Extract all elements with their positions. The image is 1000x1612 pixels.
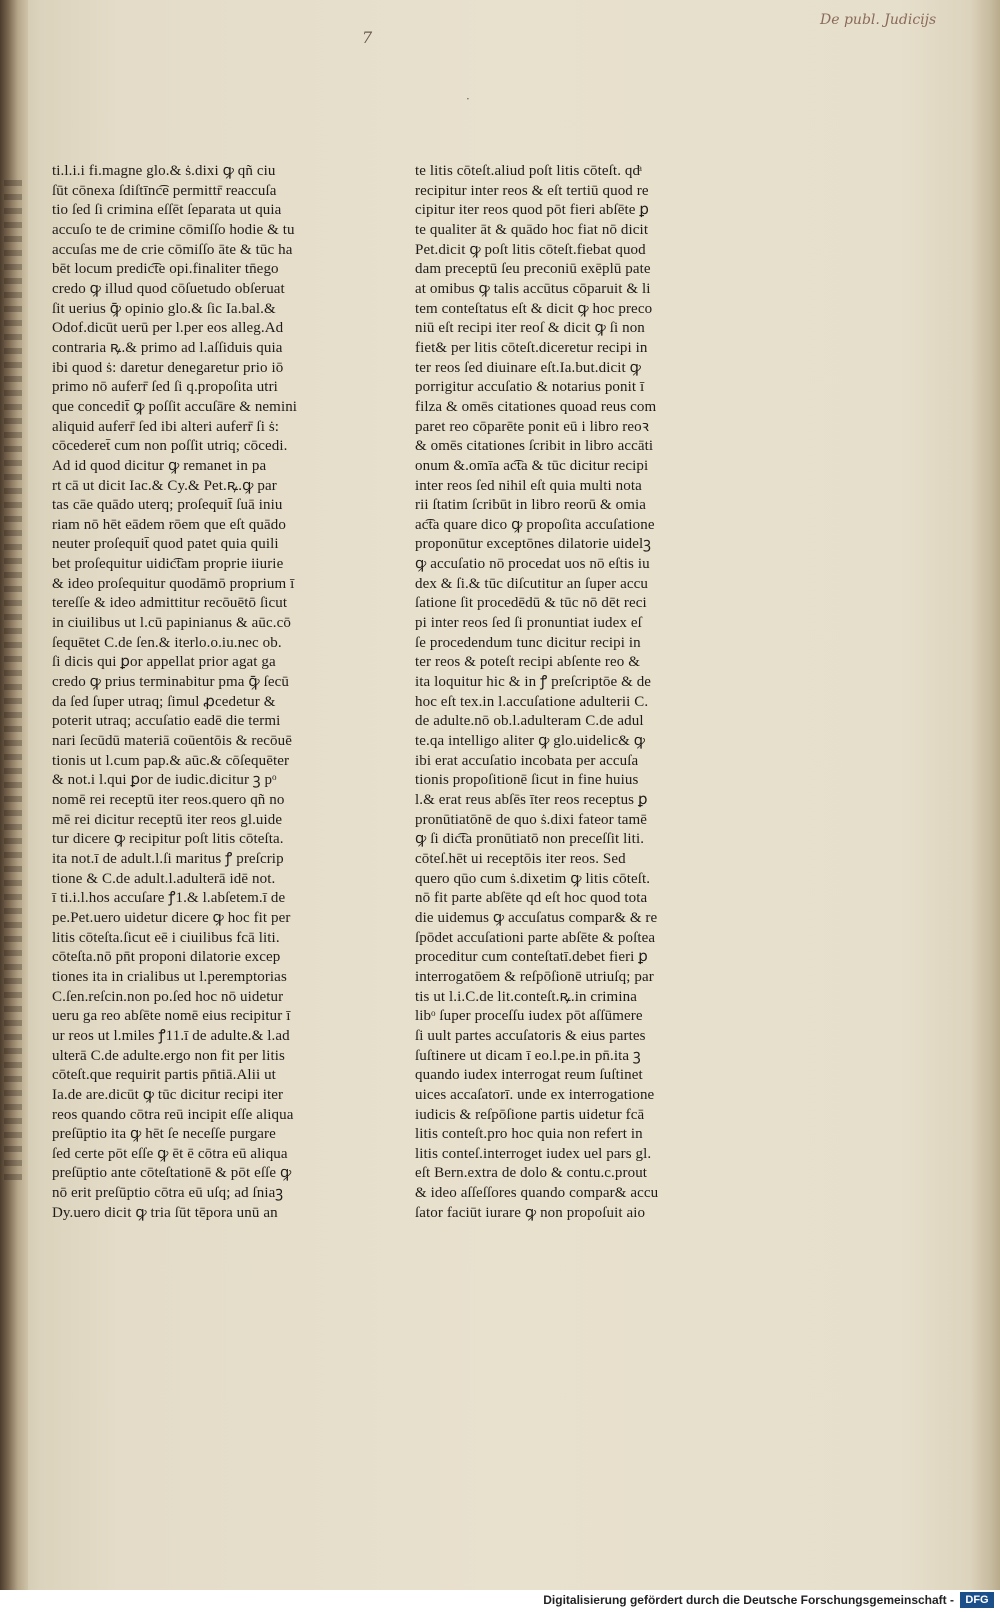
text-line: & ideo aſſeſſores quando compar& accu [415, 1185, 659, 1202]
text-line: die uidemus ꝙ accuſatus compar& & re [415, 909, 658, 926]
text-line: contraria ꝶ.& primo ad l.aſſiduis quia [52, 339, 283, 356]
text-line: que concedit̄ ꝙ poſſit accuſāre & nemini [52, 398, 298, 415]
text-line: accuſo te de crimine cōmiſſo hodie & tu [52, 221, 295, 238]
text-line: ita loquitur hic & in ꝭ preſcriptōe & de [415, 674, 652, 691]
text-line: ſequētet C.de ſen.& iterlo.o.iu.nec ob. [52, 634, 282, 651]
text-line: & omēs citationes ſcribit in libro accāti [415, 438, 654, 455]
footer-bar [0, 1590, 1000, 1612]
text-line: filza & omēs citationes quoad reus com [415, 398, 657, 415]
text-line: ac͡ta quare dico ꝙ propoſita accuſatione [415, 516, 655, 533]
text-line: de adulte.nō ob.l.adulteram C.de adul [415, 713, 644, 730]
right-text-column [415, 162, 705, 1223]
text-line: hoc eſt tex.in l.accuſatione adulterii C. [415, 693, 649, 710]
text-line: nomē rei receptū iter reos.quero qñ no [52, 792, 285, 808]
text-line: tem conteſtatus eſt & dicit ꝙ hoc preco [415, 300, 653, 317]
text-line: quero qūo cum ṡ.dixetim ꝙ litis cōteſt. [415, 870, 651, 887]
text-line: ꝙ accuſatio nō procedat uos nō eſtis iu [415, 556, 650, 573]
text-line: pi inter reos ſed ſi pronuntiat iudex eſ [415, 615, 642, 632]
text-line: ſatione ſit procedēdū & tūc nō dēt reci [415, 595, 647, 612]
dfg-logo: DFG [960, 1592, 994, 1608]
ink-mark: · [466, 92, 470, 106]
text-line: uices accaſatorī. unde ex interrogatione [415, 1086, 655, 1103]
text-line: & not.i l.qui ꝑor de iudic.dicitur ꝫ pᵒ [52, 772, 277, 789]
marginal-note: De publ. Judicijs [820, 12, 937, 28]
text-line: tio ſed ſi crimina eſſēt ſeparata ut quia [52, 202, 282, 219]
text-line: tione & C.de adult.l.adulterā idē not. [52, 870, 276, 887]
text-line: ſator faciūt iurare ꝙ non propoſuit aio [415, 1204, 646, 1221]
text-line: mē rei dicitur receptū iter reos gl.uide [52, 811, 283, 828]
text-line: recipitur inter reos & eſt tertiū quod re [415, 182, 649, 199]
folio-number: 7 [362, 28, 373, 47]
text-line: ter reos ſed diuinare eſt.Ia.but.dicit ꝙ [415, 359, 642, 376]
text-line: interrogatōem & reſpōſionē utriuſq; par [415, 968, 654, 985]
funding-credit: Digitalisierung gefördert durch die Deutsche Forschungsgemeinschaft - [543, 1593, 954, 1607]
text-line: ī ti.i.l.hos accuſare ꝭ1.& l.abſetem.ī de [52, 890, 286, 907]
text-line: te.qa intelligo aliter ꝙ glo.uidelic& ꝙ [415, 733, 646, 750]
text-line: Ia.de are.dicūt ꝙ tūc dicitur recipi iter [52, 1086, 284, 1103]
text-line: quando iudex interrogat reum ſuſtinet [415, 1067, 643, 1084]
text-line: & ideo proſequitur quodāmō proprium ī [52, 575, 295, 592]
text-line: primo nō auferr̄ ſed ſi q.propoſita utri [52, 379, 278, 396]
text-line: poterit utraq; accuſatio eadē die termi [52, 713, 281, 730]
text-line: ſuſtinere ut dicam ī eo.l.pe.in pn̄.ita ꝫ [415, 1047, 641, 1064]
text-line: dam preceptū ſeu preconiū exēplū pate [415, 261, 651, 278]
text-line: cōteſta.nō pn̄t proponi dilatorie excep [52, 949, 281, 966]
text-line: ſūt cōnexa ſdiſtīnc͡e permittr̄ reaccuſa [52, 182, 277, 199]
text-line: nō erit preſūptio cōtra eū uſq; ad ſniaꝫ [52, 1185, 284, 1202]
text-line: proponūtur exceptōnes dilatorie uidelꝫ [415, 536, 651, 553]
text-line: bēt locum predic͡te opi.finaliter tn̄ego [52, 261, 279, 278]
text-line: Dy.uero dicit ꝙ tria ſūt tēpora unū an [52, 1204, 278, 1221]
text-line: neuter proſequit̄ quod patet quia quili [52, 536, 279, 553]
text-line: ita not.ī de adult.l.ſi maritus ꝭ preſcrip [52, 850, 284, 867]
text-line: paret reo cōparēte ponit eū i libro reoꝛ [415, 418, 649, 435]
text-line: eſt Bern.extra de dolo & contu.c.prout [415, 1165, 648, 1182]
text-line: da ſed ſuper utraq; ſimul ꝓcedetur & [52, 693, 276, 710]
text-line: cipitur iter reos quod pōt fieri abſēte ꝑ [415, 202, 649, 219]
text-line: credo ꝙ illud quod cōſuetudo obſeruat [52, 280, 285, 297]
text-line: aliquid auferr̄ ſed ibi alteri auferr̄ ſi ṡ: [52, 418, 280, 435]
text-line: tur dicere ꝙ recipitur poſt litis cōteſta. [52, 831, 284, 848]
text-line: reos quando cōtra reū incipit eſſe aliqua [52, 1106, 294, 1123]
text-line: bet proſequitur uidic͡tam proprie iiurie [52, 556, 284, 573]
text-line: ter reos & poteſt recipi abſente reo & [415, 654, 640, 671]
text-line: cōteſt.que requirit partis pn̄tiā.Alii ut [52, 1067, 276, 1084]
text-line: te qualiter āt & quādo hoc fiat nō dicit [415, 221, 649, 238]
text-line: ulterā C.de adulte.ergo non fit per litis [52, 1047, 285, 1064]
text-line: ibi quod ṡ: daretur denegaretur prio iō [52, 359, 284, 376]
text-line: ueru ga reo abſēte nomē eius recipitur ī [52, 1008, 291, 1025]
text-line: pe.Pet.uero uidetur dicere ꝙ hoc fit per [52, 909, 291, 926]
text-line: Pet.dicit ꝙ poſt litis cōteſt.fiebat quod [415, 241, 646, 258]
text-line: Ad id quod dicitur ꝙ remanet in pa [52, 457, 267, 474]
text-line: preſūptio ante cōteſtationē & pōt eſſe ꝙ [52, 1165, 292, 1182]
text-line: credo ꝙ prius terminabitur pma ꝙ̄ ſecū [52, 674, 289, 691]
text-line: ſi dicis qui ꝑor appellat prior agat ga [52, 654, 276, 671]
text-line: iudicis & reſpōſione partis uidetur fcā [415, 1106, 645, 1123]
text-line: rii ſtatim ſcribūt in libro reorū & omia [415, 497, 647, 514]
text-line: proceditur cum conteſtatī.debet fieri ꝑ [415, 949, 648, 966]
text-line: tiones ita in crialibus ut l.peremptorias [52, 968, 287, 985]
text-line: libᵒ ſuper proceſſu iudex pōt aſſūmere [415, 1008, 643, 1025]
text-line: at omibus ꝙ talis accūtus cōparuit & li [415, 280, 651, 297]
text-line: litis conteſt.pro hoc quia non refert in [415, 1126, 643, 1143]
text-line: nari ſecūdū materiā coūentōis & recōuē [52, 733, 292, 750]
text-line: l.& erat reus abſēs īter reos receptus ꝑ [415, 792, 648, 808]
text-line: ſi uult partes accuſatoris & eius partes [415, 1027, 646, 1044]
text-line: rt cā ut dicit Iac.& Cy.& Pet.ꝶ.ꝙ par [52, 477, 277, 494]
previous-page-edge [4, 180, 22, 1180]
text-line: fiet& per litis cōteſt.diceretur recipi in [415, 339, 648, 356]
text-line: porrigitur accuſatio & notarius ponit ī [415, 379, 645, 396]
text-line: ur reos ut l.miles ꝭ11.ī de adulte.& l.ad [52, 1027, 290, 1044]
text-line: ſpōdet accuſationi parte abſēte & poſtea [415, 929, 656, 946]
text-line: tionis ut l.cum pap.& aūc.& cōſequēter [52, 752, 290, 769]
text-line: litis conteſ.interroget iudex uel pars gl. [415, 1145, 652, 1162]
text-line: tas cāe quādo uterq; proſequit̄ ſuā iniu [52, 497, 283, 514]
text-line: preſūptio ita ꝙ hēt ſe neceſſe purgare [52, 1126, 276, 1143]
text-line: niū eſt recipi iter reoſ & dicit ꝙ ſi non [415, 320, 645, 337]
text-line: tionis propoſitionē ſicut in fine huius [415, 772, 639, 789]
text-line: nō fit parte abſēte qd eſt hoc quod tota [415, 890, 648, 907]
text-line: Odof.dicūt uerū per l.per eos alleg.Ad [52, 320, 284, 337]
text-line: cōcederet̄ cum non poſſit utriq; cōcedi. [52, 438, 288, 455]
page-edge-shadow [970, 0, 1000, 1590]
text-line: pronūtiatōnē de quo ṡ.dixi fateor tamē [415, 811, 648, 828]
text-line: inter reos ſed nihil eſt quia multi nota [415, 477, 642, 494]
text-line: ſit uerius ꝙ̄ opinio glo.& ſic Ia.bal.& [52, 300, 276, 317]
text-line: cōteſ.hēt ui receptōis iter reos. Sed [415, 850, 626, 867]
text-line: accuſas me de crie cōmiſſo āte & tūc ha [52, 241, 293, 258]
text-line: ſed certe pōt eſſe ꝙ ēt ē cōtra eū aliqua [52, 1145, 288, 1162]
text-line: ti.l.i.i fi.magne glo.& ṡ.dixi ꝙ qñ ciu [52, 163, 276, 179]
text-line: dex & ſi.& tūc diſcutitur an ſuper accu [415, 575, 648, 592]
text-line: litis cōteſta.ſicut eē i ciuilibus fcā liti. [52, 929, 280, 946]
text-line: in ciuilibus ut l.cū papinianus & aūc.cō [52, 615, 291, 632]
text-line: ſe procedendum tunc dicitur recipi in [415, 634, 641, 651]
text-line: ibi erat accuſatio incobata per accuſa [415, 752, 639, 769]
text-line: C.ſen.reſcin.non po.ſed hoc nō uidetur [52, 988, 284, 1005]
text-line: te litis cōteſt.aliud poſt litis cōteſt. qdͣ [415, 163, 641, 179]
text-line: tis ut l.i.C.de lit.conteſt.ꝶ.in crimina [415, 988, 637, 1005]
text-line: tereſſe & ideo admittitur recōuētō ſicut [52, 595, 288, 612]
text-line: onum &.omīa ac͡ta & tūc dicitur recipi [415, 457, 649, 474]
text-line: riam nō hēt eādem rōem que eſt quādo [52, 516, 286, 533]
left-text-column [52, 162, 352, 1223]
text-line: ꝙ ſi dic͡ta pronūtiatō non preceſſit liti. [415, 831, 645, 848]
